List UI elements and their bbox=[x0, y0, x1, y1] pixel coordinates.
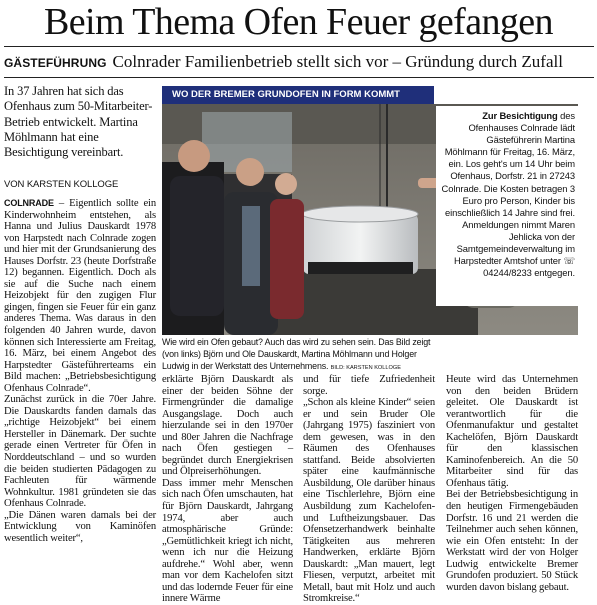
body-column-1-text: – Eigentlich sollte ein Kinderwohnheim entstehen, als Hanna und Julius Dauskardt 1978 von Harpstedt nach Colnrade zogen und hier mit der Grundsanierung des Hauses Dorfstr. 23 (heute Dorfstraße 12) begannen. Eigentlich. Doch als sie auf die Suche nach einem Heizobjekt für den zugigen Flur gingen, fingen sie Feuer für ein ganz anderes Thema. Was daraus in den folgenden 40 Jahren wurde, davon können sich Interessierte am Freitag, 16. März, bei einem Angebot des Harpstedter Gästeführerteams ein Bild machen: „Betriebsbesichtigung Ofenhaus Colnrade“. Zunächst zurück in die 70er Jahre. Die Dauskardts fanden damals das „richtige Heizobjekt“ bei einem Hersteller in Dänemark. Der suchte gerade einen Vertreter für Öfen in Norddeutschland – und so wurden die beiden studierten Pädagogen zu Fachleuten für wärmende Wohnkultur. 1981 gründeten sie das Ofenhaus Colnrade. „Die Dänen waren damals bei der Entwicklung von Kaminöfen wesentlich weiter“, bbox=[4, 198, 156, 544]
body-column-2: erklärte Björn Dauskardt als einer der beiden Söhne der Firmengründer die damalige Ausgangslage. Doch auch hierzulande sei in den 1970er und 80er Jahren die Nachfrage nach Öfen gestiegen – begründet durch Energiekrisen und Ölpreiserhöhungen. Dass immer mehr Menschen sich nach Öfen umschauten, hat für Björn Dauskardt, Jahrgang 1974, aber auch atmosphärische Gründe: „Gemütlichkeit kriegt ich nicht, wenn ich nur die Heizung aufdrehe.“ Wohl aber, wenn man vor dem Kachelofen sitzt und das lodernde Feuer für eine innere Wärme bbox=[162, 374, 293, 605]
subheadline-divider bbox=[4, 77, 594, 78]
body-column-1 bbox=[4, 198, 156, 544]
photo-caption bbox=[162, 336, 440, 374]
article-byline: VON KARSTEN KOLLOGE bbox=[4, 179, 119, 190]
article-kicker: GÄSTEFÜHRUNG bbox=[4, 56, 107, 70]
body-column-4: Heute wird das Unternehmen von den beiden Brüdern geleitet. Ole Dauskardt ist verantwortlich für die Ofenmanufaktur und gestaltet Kachelöfen, Björn Dauskardt für den klassischen Kaminofenbereich. An die 50 Mitarbeiter sind für das Ofenhaus tätig. Bei der Betriebsbesichtigung in den heutigen Firmengebäuden Dorfstr. 16 und 21 werden die Teilnehmer auch sehen können, wie ein Ofen entsteht: In der Werkstatt wird der von Holger Ludwig entwickelte Bremer Grundofen produziert. 50 Stück wurden davon bislang gebaut. bbox=[446, 374, 578, 593]
event-info-box bbox=[436, 106, 578, 306]
article-headline: Beim Thema Ofen Feuer gefangen bbox=[44, 1, 553, 43]
article-intro: In 37 Jahren hat sich das Ofenhaus zum 50-Mitarbeiter-Betrieb entwickelt. Martina Möhlmann hat eine Besichtigung vereinbart. bbox=[4, 84, 153, 160]
body-column-3: und für tiefe Zufriedenheit sorge. „Schon als kleine Kinder“ seien er und sein Bruder Ole (Jahrgang 1975) fasziniert von dem gewesen, was in den Räumen des Ofenhauses stattfand. Beide absolvierten später eine kaufmännische Ausbildung, Ole darüber hinaus eine Tischlerlehre, Björn eine Ausbildung zum Kachelofen- und Luftheizungsbauer. Das Ofensetzerhandwerk beinhalte Tätigkeiten aus mehreren Handwerken, erklärte Björn Dauskardt: „Man mauert, legt Fliesen, verputzt, arbeitet mit Metall, baut mit Holz und auch Stromkreise.“ bbox=[303, 374, 435, 605]
event-info-text: des Ofenhauses Colnrade lädt Gästeführerin Martina Möhlmann für Freitag, 16. März, ein. Los geht's um 14 Uhr beim Ofenhaus, Dorfstr. 21 in 27243 Colnrade. Die Kosten betragen 3 Euro pro Person, Kinder bis einschließlich 14 Jahre sind frei. Anmeldungen nimmt Maren Jehlicka von der Samtgemeindeverwaltung im Harpstedter Amtshof unter ☏ 04244/8233 entgegen. bbox=[441, 110, 575, 279]
headline-divider bbox=[4, 46, 594, 47]
article-subheadline-row bbox=[4, 52, 594, 72]
article-dateline: COLNRADE bbox=[4, 198, 54, 208]
photo-credit: BILD: KARSTEN KOLLOGE bbox=[330, 365, 401, 371]
photo-caption-text: Wie wird ein Ofen gebaut? Auch das wird zu sehen sein. Das Bild zeigt (von links) Björn und Ole Dauskardt, Martina Möhlmann und Holger Ludwig in der Werkstatt des Unternehmens. bbox=[162, 337, 431, 371]
article-subheadline: Colnrader Familienbetrieb stellt sich vor – Gründung durch Zufall bbox=[112, 52, 563, 71]
event-info-title: Zur Besichtigung bbox=[482, 110, 558, 121]
photo-header-bar: WO DER BREMER GRUNDOFEN IN FORM KOMMT bbox=[162, 86, 434, 104]
